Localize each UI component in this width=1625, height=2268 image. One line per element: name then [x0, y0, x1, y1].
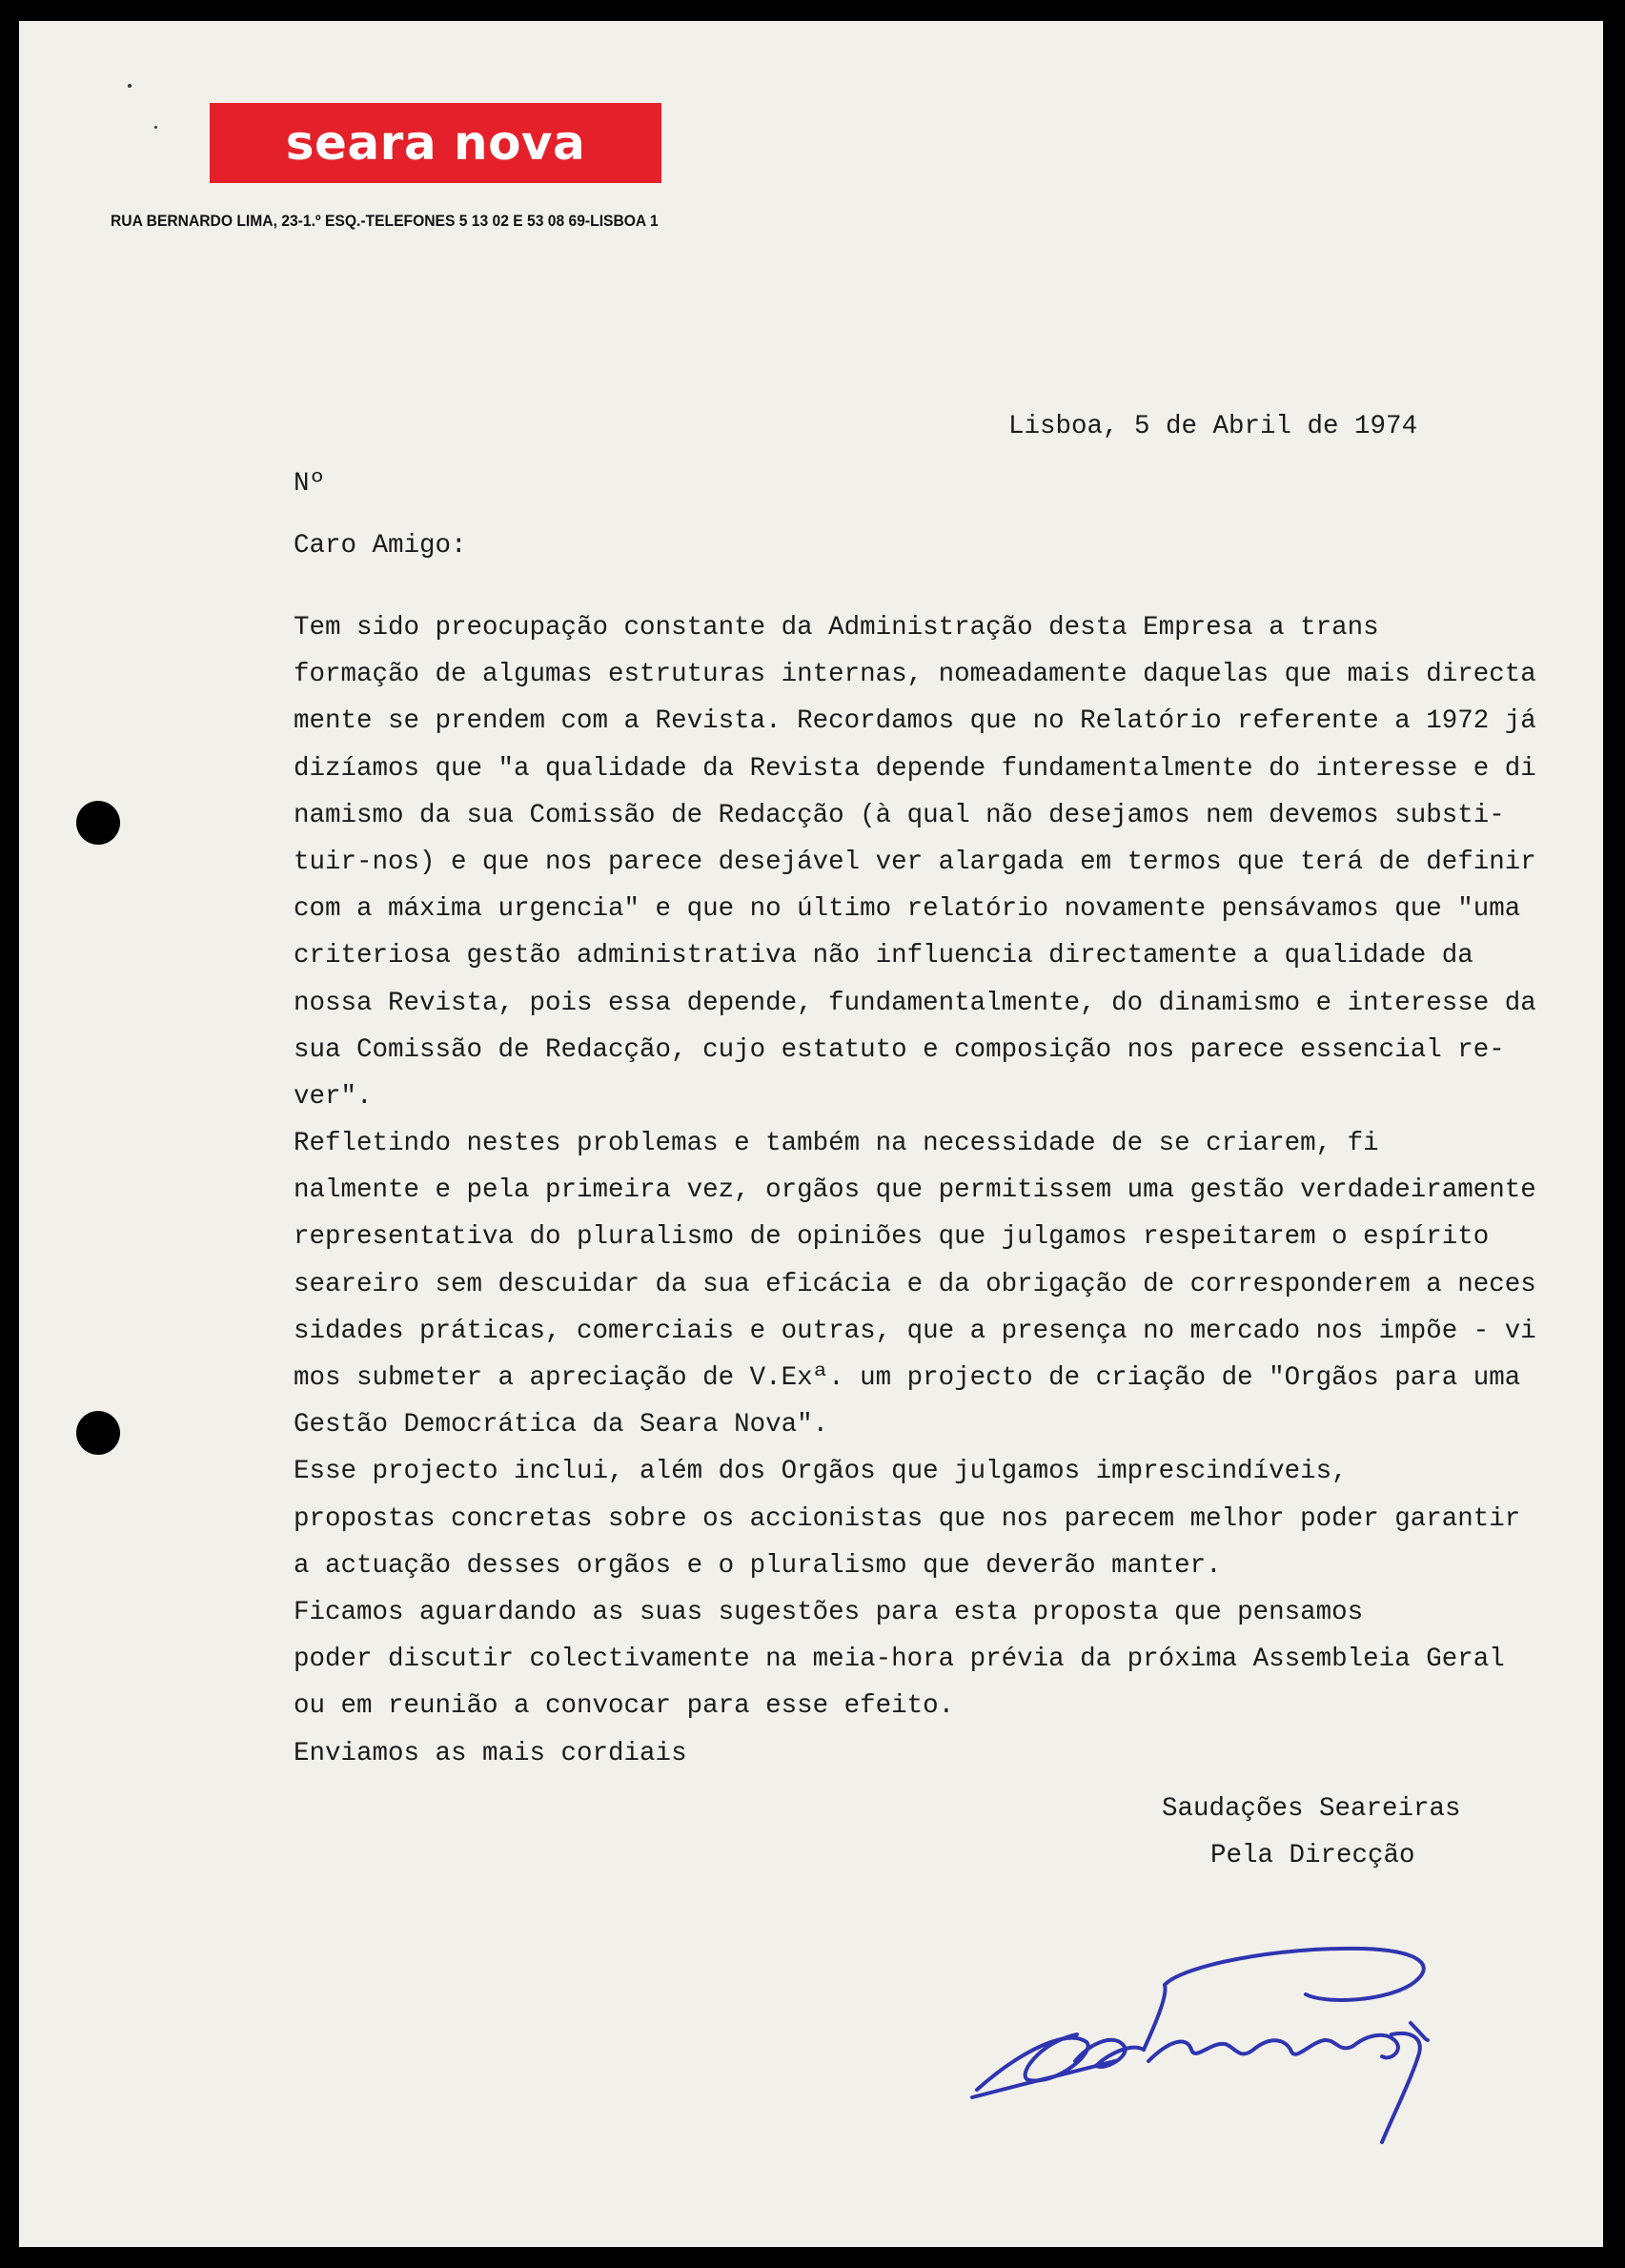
- body-line: Refletindo nestes problemas e também na necessidade de se criarem, fi: [294, 1129, 1379, 1159]
- body-line: propostas concretas sobre os accionistas que nos parecem melhor poder garantir: [294, 1503, 1521, 1534]
- body-line: representativa do pluralismo de opiniões que julgamos respeitarem o espírito: [294, 1222, 1490, 1253]
- letter-date: Lisboa, 5 de Abril de 1974: [1008, 412, 1418, 441]
- body-line: seareiro sem descuidar da sua eficácia e da obrigação de corresponderem a neces: [294, 1269, 1536, 1299]
- handwritten-signature: [963, 1928, 1496, 2166]
- body-line: ou em reunião a convocar para esse efeito.: [294, 1691, 955, 1722]
- body-line: ver".: [294, 1081, 373, 1112]
- body-line: tuir-nos) e que nos parece desejável ver alargada em termos que terá de definir: [294, 847, 1536, 877]
- body-line: mos submeter a apreciação de V.Exª. um projecto de criação de "Orgãos para uma: [294, 1363, 1521, 1393]
- letterhead-logo: seara nova: [210, 103, 661, 183]
- body-line: sidades práticas, comerciais e outras, que a presença no mercado nos impõe - vi: [294, 1316, 1536, 1346]
- punch-hole: [76, 801, 120, 845]
- body-line: dizíamos que "a qualidade da Revista depende fundamentalmente do interesse e di: [294, 753, 1536, 784]
- closing-greeting: Saudações Seareiras: [1162, 1794, 1461, 1824]
- letter-number: Nº: [294, 469, 326, 499]
- body-line: com a máxima urgencia" e que no último relatório novamente pensávamos que "uma: [294, 894, 1521, 925]
- body-line: formação de algumas estruturas internas, nomeadamente daquelas que mais directa: [294, 660, 1536, 690]
- body-line: Enviamos as mais cordiais: [294, 1738, 687, 1768]
- body-line: Ficamos aguardando as suas sugestões para esta proposta que pensamos: [294, 1597, 1364, 1627]
- body-line: Tem sido preocupação constante da Administração desta Empresa a trans: [294, 613, 1379, 643]
- letter-page: [19, 21, 1603, 2247]
- body-line: namismo da sua Comissão de Redacção (à qual não desejamos nem devemos substi-: [294, 800, 1505, 830]
- speck-mark: [128, 84, 132, 88]
- punch-hole: [76, 1411, 120, 1455]
- letterhead-address: RUA BERNARDO LIMA, 23-1.º ESQ.-TELEFONES 5 13 02 E 53 08 69-LISBOA 1: [111, 212, 659, 230]
- body-line: Esse projecto inclui, além dos Orgãos que julgamos imprescindíveis,: [294, 1457, 1348, 1487]
- body-line: Gestão Democrática da Seara Nova".: [294, 1410, 829, 1440]
- signed-by: Pela Direcção: [1210, 1841, 1415, 1870]
- body-line: criteriosa gestão administrativa não influencia directamente a qualidade da: [294, 941, 1473, 971]
- body-line: nossa Revista, pois essa depende, fundamentalmente, do dinamismo e interesse da: [294, 988, 1536, 1018]
- body-line: poder discutir colectivamente na meia-hora prévia da próxima Assembleia Geral: [294, 1645, 1505, 1675]
- body-line: mente se prendem com a Revista. Recordamos que no Relatório referente a 1972 já: [294, 706, 1536, 737]
- body-line: a actuação desses orgãos e o pluralismo que deverão manter.: [294, 1550, 1222, 1581]
- body-line: nalmente e pela primeira vez, orgãos que permitissem uma gestão verdadeiramente: [294, 1175, 1536, 1206]
- salutation: Caro Amigo:: [294, 531, 467, 561]
- letter-body: [294, 604, 1536, 1777]
- speck-mark: [154, 126, 157, 129]
- body-line: sua Comissão de Redacção, cujo estatuto e composição nos parece essencial re-: [294, 1034, 1505, 1065]
